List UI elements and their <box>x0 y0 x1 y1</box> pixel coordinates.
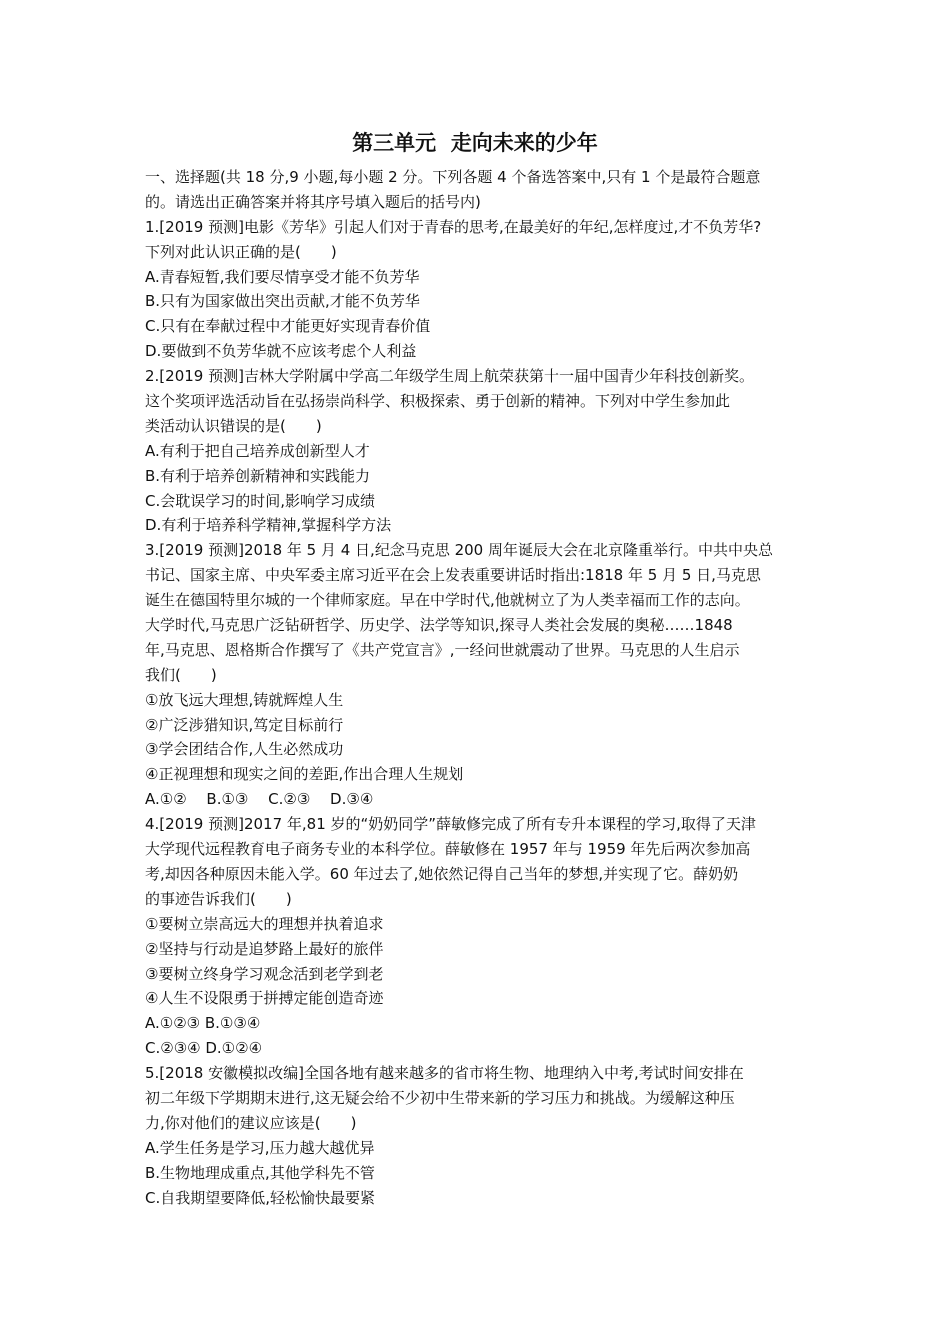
answer-options: C.②③④ D.①②④ <box>145 1039 263 1058</box>
question-stem-line: 这个奖项评选活动旨在弘扬崇尚科学、积极探索、勇于创新的精神。下列对中学生参加此 <box>145 392 731 411</box>
option-a: A.青春短暂,我们要尽情享受才能不负芳华 <box>145 267 420 286</box>
statement-item: ④人生不设限勇于拼搏定能创造奇迹 <box>145 989 384 1008</box>
question-3 <box>145 538 810 812</box>
document-body <box>145 165 810 1210</box>
question-5 <box>145 1061 810 1210</box>
statement-item: ②广泛涉猎知识,笃定目标前行 <box>145 715 344 734</box>
option-d: D.要做到不负芳华就不应该考虑个人利益 <box>145 342 417 361</box>
option-c: C.会耽误学习的时间,影响学习成绩 <box>145 491 376 510</box>
option-b: B.生物地理成重点,其他学科先不管 <box>145 1163 375 1182</box>
question-stem-line: 类活动认识错误的是( ) <box>145 416 322 435</box>
option-c: C.自我期望要降低,轻松愉快最要紧 <box>145 1188 376 1207</box>
question-4 <box>145 812 810 1061</box>
option-a: A.学生任务是学习,压力越大越优异 <box>145 1138 375 1157</box>
question-stem-line: 大学时代,马克思广泛钻研哲学、历史学、法学等知识,探寻人类社会发展的奥秘……1848 <box>145 616 733 635</box>
section-heading <box>145 165 810 215</box>
text-line: 的。请选出正确答案并将其序号填入题后的括号内) <box>145 192 481 211</box>
option-d: D.有利于培养科学精神,掌握科学方法 <box>145 516 392 535</box>
question-stem-line: 考,却因各种原因未能入学。60 年过去了,她依然记得自己当年的梦想,并实现了它。薛奶奶 <box>145 864 739 883</box>
question-stem-line: 我们( ) <box>145 665 217 684</box>
statement-item: ③要树立终身学习观念活到老学到老 <box>145 964 384 983</box>
option-b: B.有利于培养创新精神和实践能力 <box>145 466 371 485</box>
statement-item: ④正视理想和现实之间的差距,作出合理人生规划 <box>145 765 464 784</box>
question-stem-line: 诞生在德国特里尔城的一个律师家庭。早在中学时代,他就树立了为人类幸福而工作的志向。 <box>145 591 750 610</box>
question-stem-line: 的事迹告诉我们( ) <box>145 889 292 908</box>
statement-item: ②坚持与行动是追梦路上最好的旅伴 <box>145 939 384 958</box>
question-stem-line: 5.[2018 安徽模拟改编]全国各地有越来越多的省市将生物、地理纳入中考,考试时间安排在 <box>145 1064 744 1083</box>
question-1 <box>145 215 810 364</box>
statement-item: ①要树立崇高远大的理想并执着追求 <box>145 914 384 933</box>
question-stem-line: 大学现代远程教育电子商务专业的本科学位。薛敏修在 1957 年与 1959 年先后两次参加高 <box>145 840 751 859</box>
question-stem-line: 1.[2019 预测]电影《芳华》引起人们对于青春的思考,在最美好的年纪,怎样度过,才不负芳华? <box>145 217 762 236</box>
option-b: B.只有为国家做出突出贡献,才能不负芳华 <box>145 292 420 311</box>
page-title: 第三单元 走向未来的少年 <box>352 131 598 155</box>
statement-item: ①放飞远大理想,铸就辉煌人生 <box>145 690 344 709</box>
question-stem-line: 年,马克思、恩格斯合作撰写了《共产党宣言》,一经问世就震动了世界。马克思的人生启示 <box>145 640 740 659</box>
text-line: 一、选择题(共 18 分,9 小题,每小题 2 分。下列各题 4 个备选答案中,只有 1 个是最符合题意 <box>145 168 761 186</box>
question-stem-line: 4.[2019 预测]2017 年,81 岁的“奶奶同学”薛敏修完成了所有专升本课程的学习,取得了天津 <box>145 815 756 834</box>
question-stem-line: 初二年级下学期期末进行,这无疑会给不少初中生带来新的学习压力和挑战。为缓解这种压 <box>145 1088 735 1107</box>
question-stem-line: 2.[2019 预测]吉林大学附属中学高二年级学生周上航荣获第十一届中国青少年科技创新奖。 <box>145 367 754 386</box>
question-stem-line: 力,你对他们的建议应该是( ) <box>145 1113 357 1132</box>
question-2 <box>145 364 810 538</box>
answer-options: A.①②③ B.①③④ <box>145 1014 261 1033</box>
statement-item: ③学会团结合作,人生必然成功 <box>145 740 344 759</box>
answer-options: A.①② B.①③ C.②③ D.③④ <box>145 790 374 809</box>
question-stem-line: 3.[2019 预测]2018 年 5 月 4 日,纪念马克思 200 周年诞辰大会在北京隆重举行。中共中央总 <box>145 541 773 560</box>
option-a: A.有利于把自己培养成创新型人才 <box>145 441 370 460</box>
option-c: C.只有在奉献过程中才能更好实现青春价值 <box>145 317 431 336</box>
question-stem-line: 下列对此认识正确的是( ) <box>145 242 337 261</box>
question-stem-line: 书记、国家主席、中央军委主席习近平在会上发表重要讲话时指出:1818 年 5 月 5 日,马克思 <box>145 566 761 585</box>
